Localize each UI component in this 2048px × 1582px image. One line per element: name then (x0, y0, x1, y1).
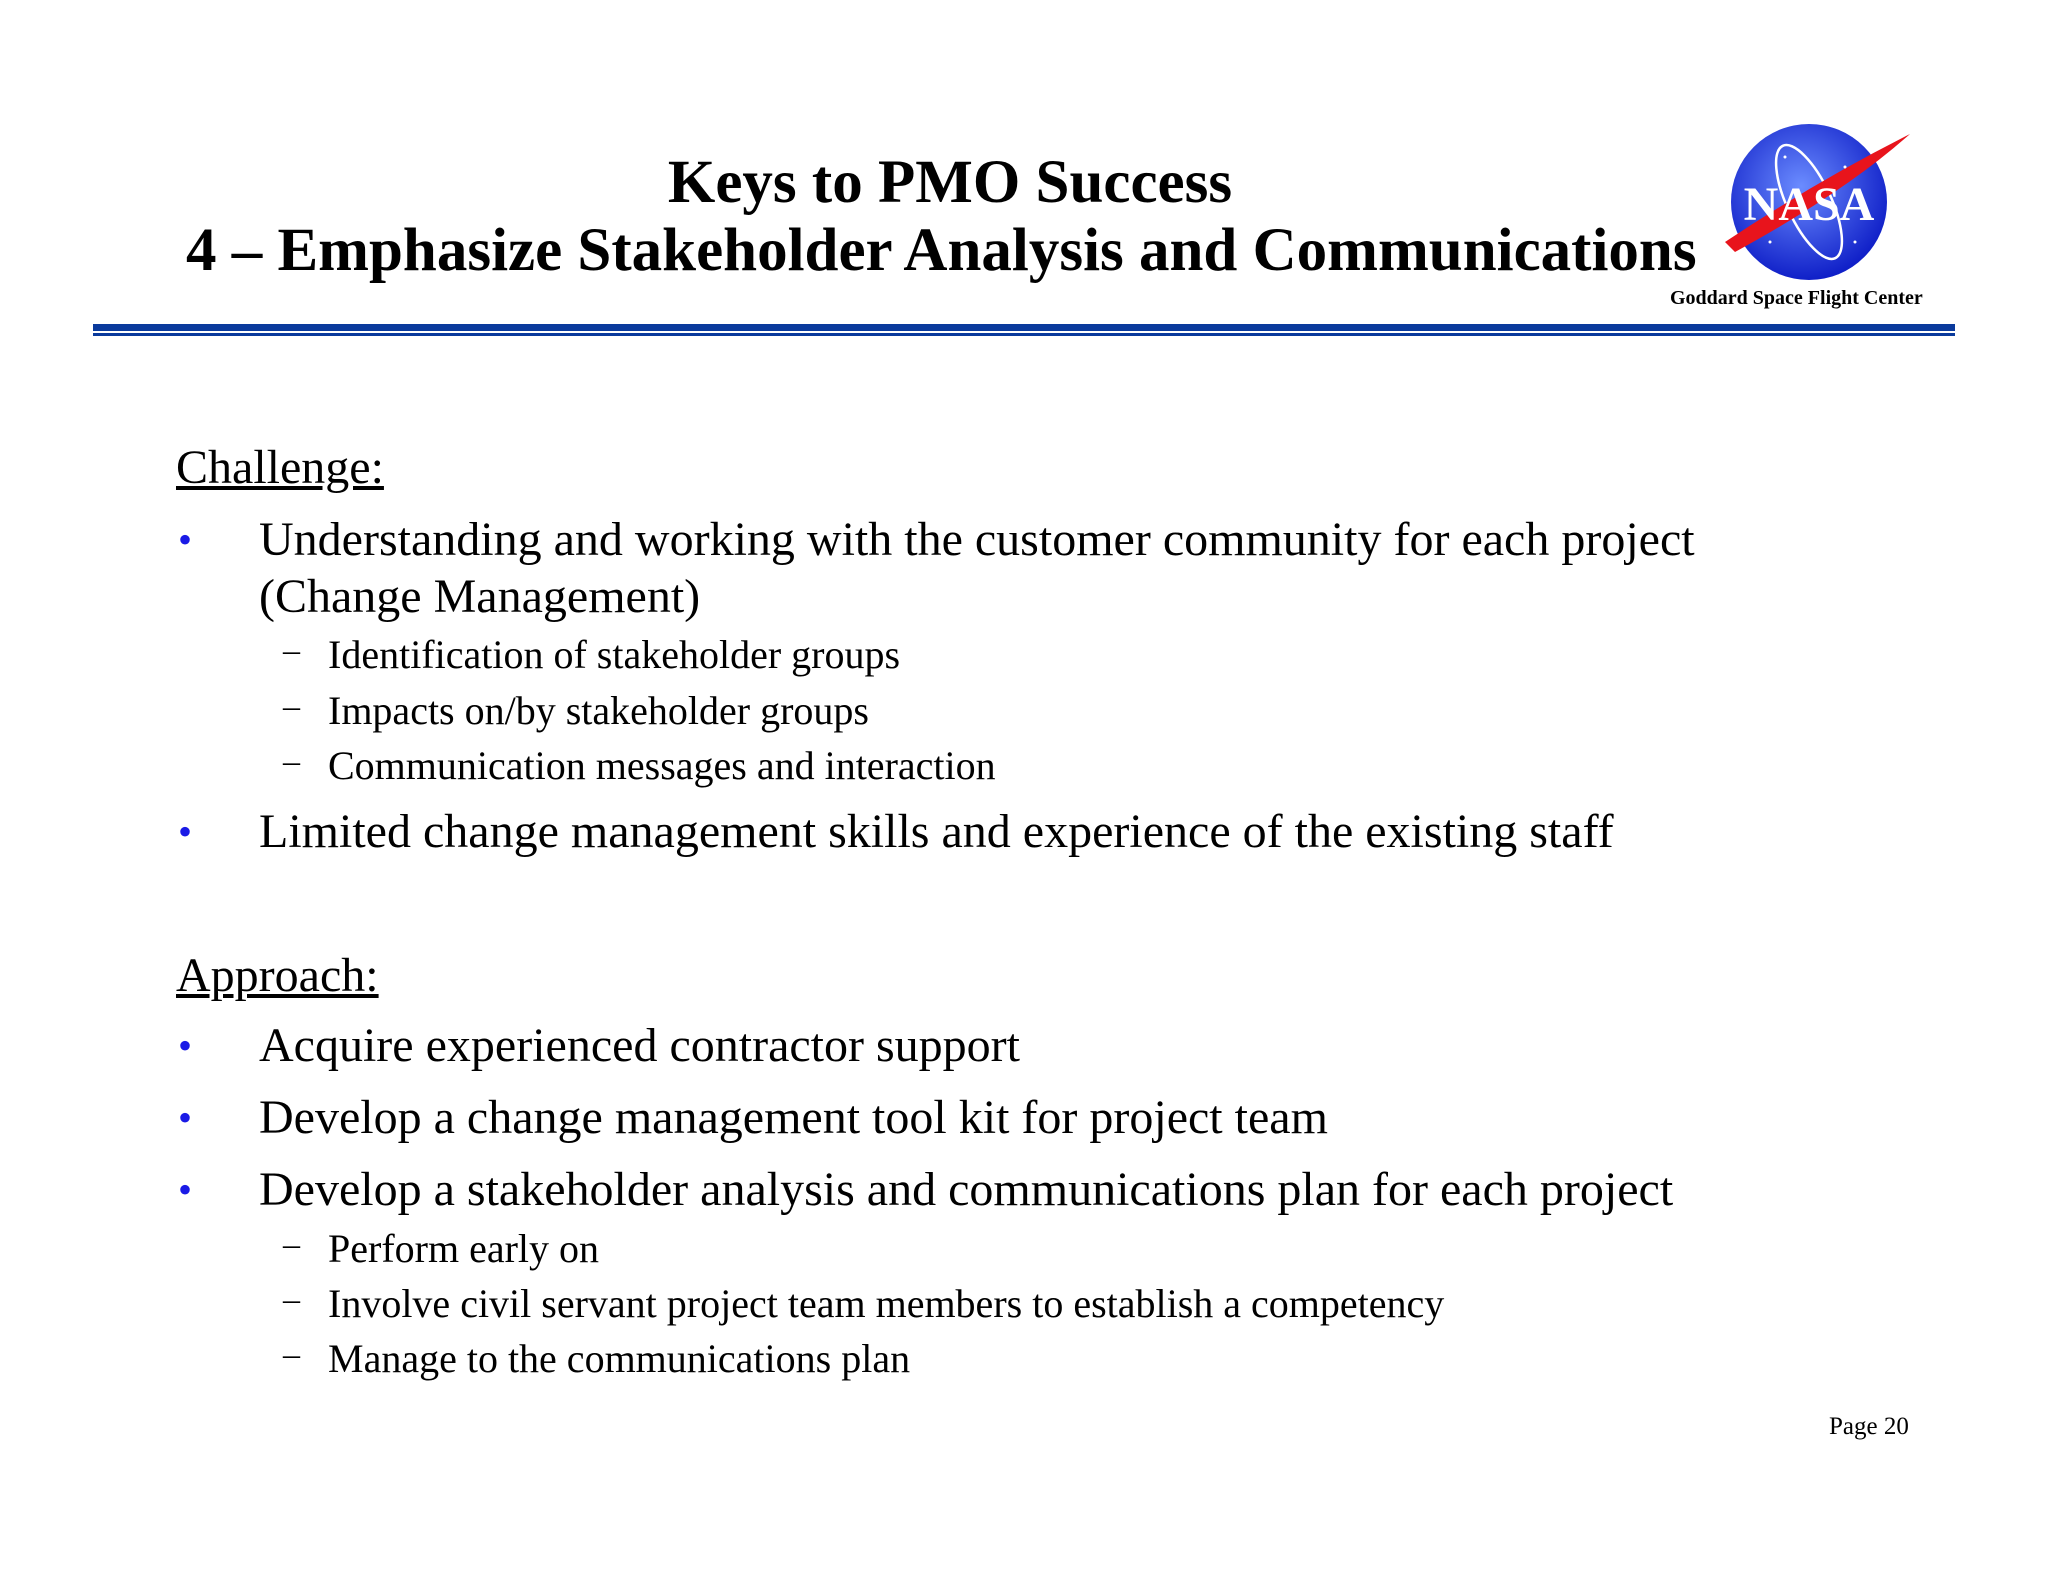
approach-bullet: Acquire experienced contractor support (259, 1019, 1020, 1072)
slide-subtitle: 4 – Emphasize Stakeholder Analysis and Communications (186, 217, 1697, 284)
header-rule-thin (93, 333, 1955, 336)
approach-bullet: Develop a change management tool kit for project team (259, 1091, 1328, 1144)
approach-subitem: Perform early on (328, 1226, 600, 1271)
nasa-logo-text: NASA (1743, 178, 1875, 231)
bullet-icon: • (178, 809, 193, 854)
dash-icon: – (283, 688, 300, 725)
center-name: Goddard Space Flight Center (1670, 287, 1923, 309)
challenge-bullet: Limited change management skills and experience of the existing staff (259, 805, 1614, 858)
approach-subitem: Involve civil servant project team members to establish a competency (328, 1281, 1445, 1326)
dash-icon: – (283, 1336, 300, 1373)
challenge-subitem: Communication messages and interaction (328, 743, 996, 788)
bullet-icon: • (178, 1167, 193, 1212)
approach-bullet: Develop a stakeholder analysis and communications plan for each project (259, 1163, 1674, 1216)
approach-heading: Approach: (176, 949, 379, 1002)
dash-icon: – (283, 1281, 300, 1318)
challenge-heading: Challenge: (176, 441, 384, 494)
nasa-logo (1725, 112, 1915, 287)
challenge-subitem: Impacts on/by stakeholder groups (328, 688, 869, 733)
challenge-bullet-cont: (Change Management) (259, 570, 701, 623)
page-number: Page 20 (1829, 1413, 1909, 1440)
dash-icon: – (283, 1226, 300, 1263)
challenge-subitem: Identification of stakeholder groups (328, 632, 901, 677)
dash-icon: – (283, 743, 300, 780)
approach-subitem: Manage to the communications plan (328, 1336, 911, 1381)
dash-icon: – (283, 632, 300, 669)
bullet-icon: • (178, 1095, 193, 1140)
challenge-bullet: Understanding and working with the customer community for each project (259, 513, 1695, 566)
slide-title: Keys to PMO Success (667, 149, 1233, 216)
header-rule (93, 324, 1955, 331)
bullet-icon: • (178, 517, 193, 562)
bullet-icon: • (178, 1023, 193, 1068)
